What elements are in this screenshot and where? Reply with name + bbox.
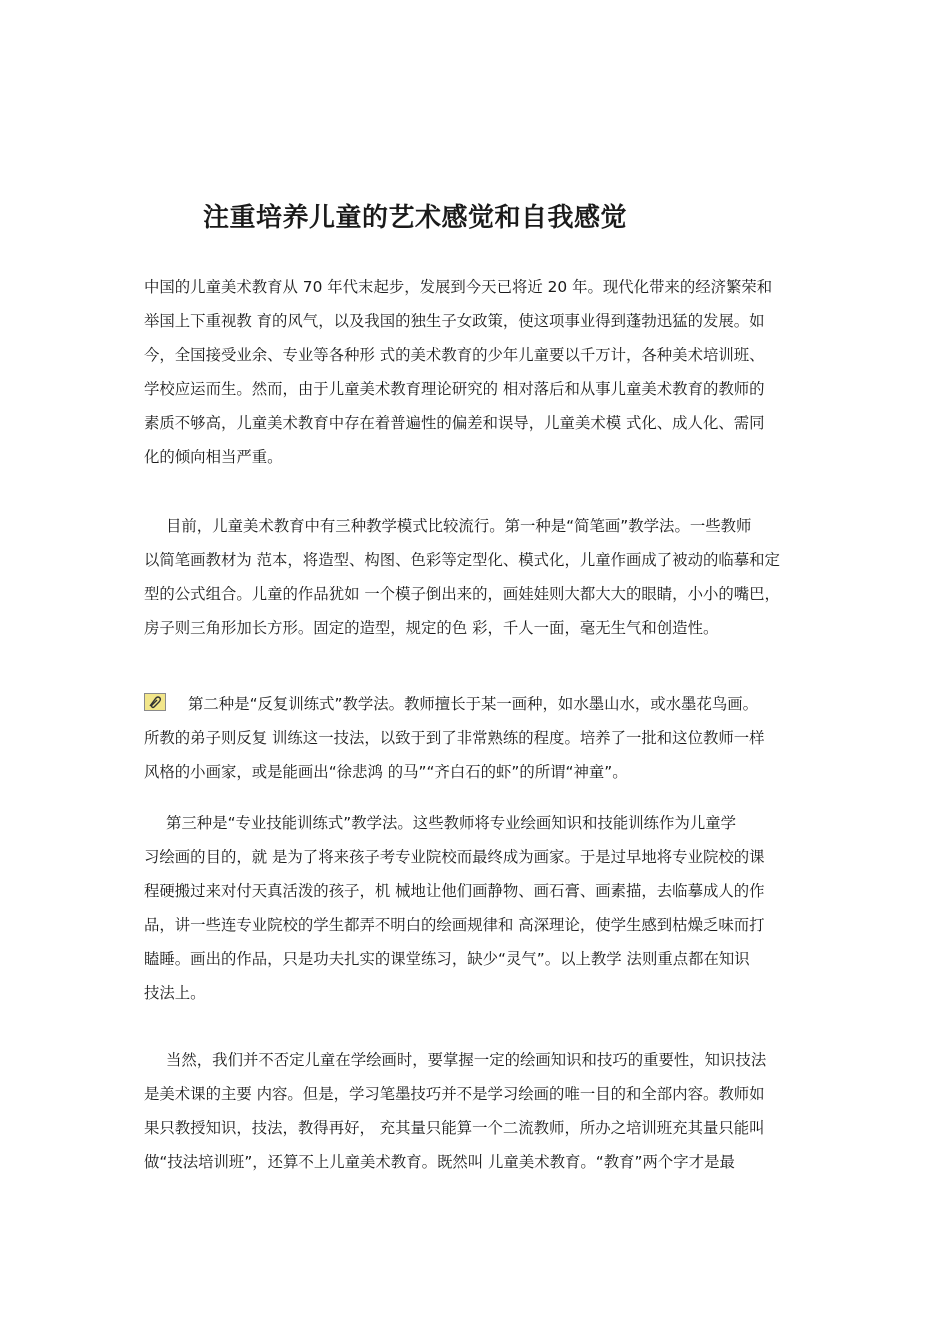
paragraph-line: 今，全国接受业余、专业等各种形 式的美术教育的少年儿童要以千万计，各种美术培训班、	[144, 346, 765, 364]
paragraph-line: 做“技法培训班”，还算不上儿童美术教育。既然叫 儿童美术教育。“教育”两个字才是最	[144, 1153, 735, 1171]
paragraph-line: 以简笔画教材为 范本，将造型、构图、色彩等定型化、模式化，儿童作画成了被动的临摹和定	[144, 551, 780, 569]
paragraph-line: 习绘画的目的，就 是为了将来孩子考专业院校而最终成为画家。于是过早地将专业院校的课	[144, 848, 765, 866]
paragraph-line: 技法上。	[144, 984, 206, 1002]
paragraph-line: 瞌睡。画出的作品，只是功夫扎实的课堂练习，缺少“灵气”。以上教学 法则重点都在知识	[144, 950, 750, 968]
paragraph-line: 程硬搬过来对付天真活泼的孩子，机 械地让他们画静物、画石膏、画素描，去临摹成人的作	[144, 882, 765, 900]
paragraph-line-text: 第二种是“反复训练式”教学法。教师擅长于某一画种，如水墨山水，或水墨花鸟画。	[188, 695, 759, 713]
paragraph-line: 果只教授知识，技法，教得再好， 充其量只能算一个二流教师，所办之培训班充其量只能叫	[144, 1119, 765, 1137]
paragraph-4	[144, 806, 812, 1010]
paragraph-line: 学校应运而生。然而，由于儿童美术教育理论研究的 相对落后和从事儿童美术教育的教师的	[144, 380, 765, 398]
paragraph-line: 素质不够高，儿童美术教育中存在着普遍性的偏差和误导，儿童美术模 式化、成人化、需同	[144, 414, 765, 432]
paragraph-line: 第三种是“专业技能训练式”教学法。这些教师将专业绘画知识和技能训练作为儿童学	[166, 814, 737, 832]
paragraph-line: 房子则三角形加长方形。固定的造型，规定的色 彩，千人一面，毫无生气和创造性。	[144, 619, 719, 637]
paragraph-line: 型的公式组合。儿童的作品犹如 一个模子倒出来的，画娃娃则大都大大的眼睛，小小的嘴巴，	[144, 585, 780, 603]
paragraph-line: 目前，儿童美术教育中有三种教学模式比较流行。第一种是“简笔画”教学法。一些教师	[166, 517, 752, 535]
paragraph-line: 是美术课的主要 内容。但是，学习笔墨技巧并不是学习绘画的唯一目的和全部内容。教师如	[144, 1085, 765, 1103]
paragraph-line: 中国的儿童美术教育从 70 年代末起步，发展到今天已将近 20 年。现代化带来的经济繁荣和	[144, 278, 773, 296]
paragraph-line: 所教的弟子则反复 训练这一技法，以致于到了非常熟练的程度。培养了一批和这位教师一样	[144, 729, 765, 747]
paragraph-line: 化的倾向相当严重。	[144, 448, 283, 466]
document-title: 注重培养儿童的艺术感觉和自我感觉	[203, 203, 628, 233]
paragraph-2	[144, 509, 812, 645]
paragraph-line-with-icon	[144, 687, 812, 721]
attachment-icon[interactable]	[144, 693, 166, 711]
paragraph-line: 品，讲一些连专业院校的学生都弄不明白的绘画规律和 高深理论，使学生感到枯燥乏味而打	[144, 916, 765, 934]
paragraph-line: 风格的小画家，或是能画出“徐悲鸿 的马”“齐白石的虾”的所谓“神童”。	[144, 763, 628, 781]
paragraph-line: 举国上下重视教 育的风气，以及我国的独生子女政策，使这项事业得到蓬勃迅猛的发展。如	[144, 312, 765, 330]
paragraph-3	[144, 687, 812, 789]
paragraph-5	[144, 1043, 812, 1179]
paragraph-line: 当然，我们并不否定儿童在学绘画时，要掌握一定的绘画知识和技巧的重要性，知识技法	[166, 1051, 767, 1069]
paragraph-1	[144, 270, 812, 474]
